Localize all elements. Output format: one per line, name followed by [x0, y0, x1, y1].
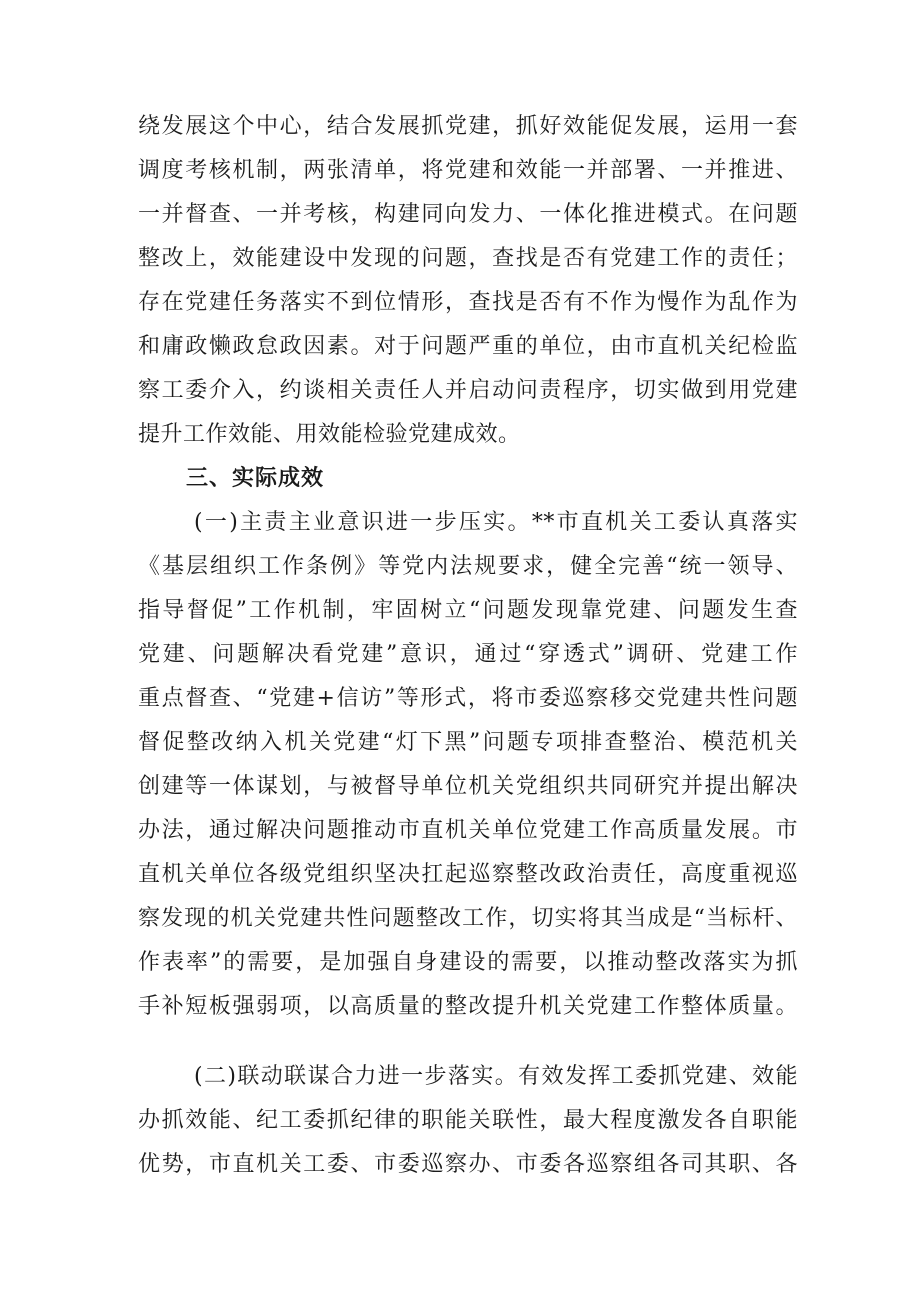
paragraph-line: 指导督促”工作机制，牢固树立“问题发现靠党建、问题发生查	[138, 598, 798, 623]
paragraph-line: 作表率”的需要，是加强自身建设的需要，以推动整改落实为抓	[138, 950, 798, 975]
paragraph-line: 察发现的机关党建共性问题整改工作，切实将其当成是“当标杆、	[138, 906, 798, 931]
paragraph-line: 督促整改纳入机关党建“灯下黑”问题专项排查整治、模范机关	[138, 730, 798, 755]
paragraph-line: 优势，市直机关工委、市委巡察办、市委各巡察组各司其职、各	[138, 1152, 798, 1177]
paragraph-line: 办法，通过解决问题推动市直机关单位党建工作高质量发展。市	[138, 818, 798, 843]
paragraph-line: 存在党建任务落实不到位情形，查找是否有不作为慢作为乱作为	[138, 290, 798, 315]
paragraph-line: 创建等一体谋划，与被督导单位机关党组织共同研究并提出解决	[138, 774, 798, 799]
paragraph-line: 直机关单位各级党组织坚决扛起巡察整改政治责任，高度重视巡	[138, 862, 798, 887]
paragraph-line: 调度考核机制，两张清单，将党建和效能一并部署、一并推进、	[138, 158, 798, 183]
paragraph-line: 手补短板强弱项，以高质量的整改提升机关党建工作整体质量。	[138, 994, 798, 1019]
paragraph-line: 绕发展这个中心，结合发展抓党建，抓好效能促发展，运用一套	[138, 114, 798, 139]
subsection-first-line: (一)主责主业意识进一步压实。**市直机关工委认真落实	[194, 510, 798, 535]
paragraph-line: 和庸政懒政怠政因素。对于问题严重的单位，由市直机关纪检监	[138, 334, 798, 359]
paragraph-line: 党建、问题解决看党建”意识，通过“穿透式”调研、党建工作	[138, 642, 798, 667]
paragraph-line: 提升工作效能、用效能检验党建成效。	[138, 422, 521, 447]
paragraph-line: 一并督查、一并考核，构建同向发力、一体化推进模式。在问题	[138, 202, 798, 227]
section-heading: 三、实际成效	[186, 466, 325, 491]
subsection-first-line: (二)联动联谋合力进一步落实。有效发挥工委抓党建、效能	[194, 1064, 798, 1089]
paragraph-line: 办抓效能、纪工委抓纪律的职能关联性，最大程度激发各自职能	[138, 1108, 798, 1133]
paragraph-line: 《基层组织工作条例》等党内法规要求，健全完善“统一领导、	[138, 554, 798, 579]
paragraph-line: 重点督查、“党建+信访”等形式，将市委巡察移交党建共性问题	[138, 686, 798, 711]
paragraph-line: 察工委介入，约谈相关责任人并启动问责程序，切实做到用党建	[138, 378, 798, 403]
paragraph-line: 整改上，效能建设中发现的问题，查找是否有党建工作的责任；	[138, 246, 798, 271]
